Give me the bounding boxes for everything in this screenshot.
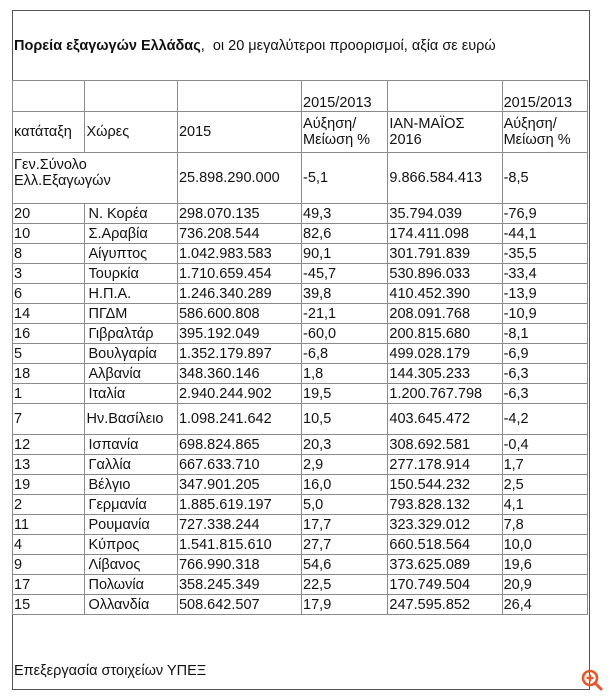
change-2015-cell: -21,1 (302, 304, 388, 324)
value-2016-cell: 410.452.390 (388, 284, 502, 304)
change-2015-cell: 27,7 (302, 535, 388, 555)
header-jan-may-2016: ΙΑΝ-ΜΑΪΟΣ 2016 (388, 112, 502, 153)
zoom-in-icon[interactable] (580, 668, 604, 692)
value-2015-cell: 1.885.619.197 (177, 495, 301, 515)
export-table-frame (12, 10, 590, 690)
change-2016-cell: 10,0 (502, 535, 587, 555)
total-2016: 9.866.584.413 (388, 153, 502, 204)
change-2016-cell: -33,4 (502, 264, 587, 284)
value-2015-cell: 508.642.507 (177, 595, 301, 615)
country-cell: Λίβανος (85, 555, 177, 575)
value-2015-cell: 727.338.244 (177, 515, 301, 535)
value-2016-cell: 660.518.564 (388, 535, 502, 555)
value-2016-cell: 247.595.852 (388, 595, 502, 615)
table-row (13, 535, 588, 555)
country-cell: Βουλγαρία (85, 344, 177, 364)
change-2016-cell: -44,1 (502, 224, 587, 244)
change-2015-cell: 17,7 (302, 515, 388, 535)
rank-cell: 20 (13, 204, 85, 224)
table-row (13, 555, 588, 575)
country-cell: Ιταλία (85, 384, 177, 404)
value-2015-cell: 698.824.865 (177, 435, 301, 455)
table-row (13, 244, 588, 264)
country-cell: Αίγυπτος (85, 244, 177, 264)
change-2015-cell: 39,8 (302, 284, 388, 304)
change-2015-cell: 5,0 (302, 495, 388, 515)
table-row (13, 495, 588, 515)
change-2015-cell: 16,0 (302, 475, 388, 495)
value-2016-cell: 323.329.012 (388, 515, 502, 535)
header-change-2015: Αύξηση/ Μείωση % (302, 112, 388, 153)
country-cell: Κύπρος (85, 535, 177, 555)
header-change-2016: Αύξηση/ Μείωση % (502, 112, 587, 153)
header-top-cell (13, 81, 85, 112)
value-2016-cell: 174.411.098 (388, 224, 502, 244)
rank-cell: 3 (13, 264, 85, 284)
value-2016-cell: 200.815.680 (388, 324, 502, 344)
total-change-2015: -5,1 (302, 153, 388, 204)
change-2016-cell: -6,3 (502, 364, 587, 384)
country-cell: Τουρκία (85, 264, 177, 284)
value-2016-cell: 35.794.039 (388, 204, 502, 224)
header-top-cell (85, 81, 177, 112)
value-2015-cell: 1.098.241.642 (177, 404, 301, 435)
change-2016-cell: -13,9 (502, 284, 587, 304)
table-row (13, 264, 588, 284)
total-change-2016: -8,5 (502, 153, 587, 204)
rank-cell: 4 (13, 535, 85, 555)
table-row (13, 404, 588, 435)
rank-cell: 14 (13, 304, 85, 324)
rank-cell: 9 (13, 555, 85, 575)
change-2016-cell: -0,4 (502, 435, 587, 455)
country-cell: Ολλανδία (85, 595, 177, 615)
header-top-cell: 2015/2013 (502, 81, 587, 112)
change-2015-cell: -45,7 (302, 264, 388, 284)
change-2015-cell: 22,5 (302, 575, 388, 595)
value-2016-cell: 499.028.179 (388, 344, 502, 364)
table-row (13, 224, 588, 244)
rank-cell: 10 (13, 224, 85, 244)
country-cell: Ην.Βασίλειο (85, 404, 177, 435)
rank-cell: 12 (13, 435, 85, 455)
change-2016-cell: 19,6 (502, 555, 587, 575)
rank-cell: 8 (13, 244, 85, 264)
change-2016-cell: -4,2 (502, 404, 587, 435)
change-2015-cell: 1,8 (302, 364, 388, 384)
header-2015: 2015 (177, 112, 301, 153)
country-cell: Βέλγιο (85, 475, 177, 495)
change-2016-cell: 7,8 (502, 515, 587, 535)
change-2015-cell: 20,3 (302, 435, 388, 455)
table-row (13, 304, 588, 324)
change-2015-cell: 49,3 (302, 204, 388, 224)
total-2015: 25.898.290.000 (177, 153, 301, 204)
header-top-cell: 2015/2013 (302, 81, 388, 112)
change-2016-cell: -76,9 (502, 204, 587, 224)
value-2015-cell: 667.633.710 (177, 455, 301, 475)
rank-cell: 7 (13, 404, 85, 435)
value-2016-cell: 308.692.581 (388, 435, 502, 455)
table-row (13, 364, 588, 384)
change-2016-cell: 1,7 (502, 455, 587, 475)
rank-cell: 6 (13, 284, 85, 304)
change-2016-cell: -35,5 (502, 244, 587, 264)
change-2015-cell: 90,1 (302, 244, 388, 264)
rank-cell: 19 (13, 475, 85, 495)
value-2015-cell: 736.208.544 (177, 224, 301, 244)
rank-cell: 15 (13, 595, 85, 615)
rank-cell: 11 (13, 515, 85, 535)
rank-cell: 18 (13, 364, 85, 384)
change-2016-cell: 20,9 (502, 575, 587, 595)
value-2015-cell: 358.245.349 (177, 575, 301, 595)
value-2016-cell: 144.305.233 (388, 364, 502, 384)
country-cell: Γαλλία (85, 455, 177, 475)
header-row-top (13, 81, 588, 112)
country-cell: Ισπανία (85, 435, 177, 455)
table-row (13, 204, 588, 224)
header-country: Χώρες (85, 112, 177, 153)
country-cell: Ρουμανία (85, 515, 177, 535)
table-row (13, 455, 588, 475)
value-2015-cell: 298.070.135 (177, 204, 301, 224)
value-2016-cell: 793.828.132 (388, 495, 502, 515)
table-row (13, 575, 588, 595)
table-row (13, 284, 588, 304)
table-row (13, 475, 588, 495)
change-2015-cell: 54,6 (302, 555, 388, 575)
table-title-bold: Πορεία εξαγωγών Ελλάδας (14, 38, 201, 54)
table-row (13, 324, 588, 344)
value-2015-cell: 347.901.205 (177, 475, 301, 495)
change-2016-cell: -10,9 (502, 304, 587, 324)
country-cell: Σ.Αραβία (85, 224, 177, 244)
value-2015-cell: 1.246.340.289 (177, 284, 301, 304)
value-2015-cell: 586.600.808 (177, 304, 301, 324)
value-2016-cell: 277.178.914 (388, 455, 502, 475)
rank-cell: 5 (13, 344, 85, 364)
country-cell: Αλβανία (85, 364, 177, 384)
rank-cell: 13 (13, 455, 85, 475)
rank-cell: 2 (13, 495, 85, 515)
change-2015-cell: 19,5 (302, 384, 388, 404)
value-2015-cell: 395.192.049 (177, 324, 301, 344)
change-2015-cell: 82,6 (302, 224, 388, 244)
change-2015-cell: 17,9 (302, 595, 388, 615)
change-2016-cell: -6,3 (502, 384, 587, 404)
rank-cell: 16 (13, 324, 85, 344)
change-2016-cell: 2,5 (502, 475, 587, 495)
value-2016-cell: 373.625.089 (388, 555, 502, 575)
value-2015-cell: 1.541.815.610 (177, 535, 301, 555)
change-2016-cell: 4,1 (502, 495, 587, 515)
table-row (13, 595, 588, 615)
country-cell: Γερμανία (85, 495, 177, 515)
header-top-cell (388, 81, 502, 112)
value-2016-cell: 150.544.232 (388, 475, 502, 495)
table-row (13, 435, 588, 455)
exports-table (12, 80, 588, 615)
table-row (13, 384, 588, 404)
table-title-rest: , οι 20 μεγαλύτεροι προορισμοί, αξία σε ευρώ (200, 38, 496, 54)
value-2016-cell: 403.645.472 (388, 404, 502, 435)
header-top-cell (177, 81, 301, 112)
source-note: Επεξεργασία στοιχείων ΥΠΕΞ (14, 663, 207, 679)
value-2015-cell: 348.360.146 (177, 364, 301, 384)
country-cell: ΠΓΔΜ (85, 304, 177, 324)
header-row-main (13, 112, 588, 153)
country-cell: Ν. Κορέα (85, 204, 177, 224)
table-row (13, 515, 588, 535)
rank-cell: 1 (13, 384, 85, 404)
rank-cell: 17 (13, 575, 85, 595)
value-2016-cell: 530.896.033 (388, 264, 502, 284)
change-2016-cell: -8,1 (502, 324, 587, 344)
value-2015-cell: 2.940.244.902 (177, 384, 301, 404)
value-2015-cell: 766.990.318 (177, 555, 301, 575)
country-cell: Πολωνία (85, 575, 177, 595)
change-2015-cell: 2,9 (302, 455, 388, 475)
value-2015-cell: 1.042.983.583 (177, 244, 301, 264)
value-2016-cell: 208.091.768 (388, 304, 502, 324)
country-cell: Η.Π.Α. (85, 284, 177, 304)
total-label: Γεν.Σύνολο Ελλ.Εξαγωγών (13, 153, 178, 204)
table-title (13, 11, 590, 81)
change-2016-cell: -6,9 (502, 344, 587, 364)
change-2016-cell: 26,4 (502, 595, 587, 615)
value-2015-cell: 1.710.659.454 (177, 264, 301, 284)
value-2015-cell: 1.352.179.897 (177, 344, 301, 364)
value-2016-cell: 1.200.767.798 (388, 384, 502, 404)
total-row (13, 153, 588, 204)
country-cell: Γιβραλτάρ (85, 324, 177, 344)
change-2015-cell: -6,8 (302, 344, 388, 364)
table-row (13, 344, 588, 364)
change-2015-cell: -60,0 (302, 324, 388, 344)
header-rank: κατάταξη (13, 112, 85, 153)
change-2015-cell: 10,5 (302, 404, 388, 435)
value-2016-cell: 301.791.839 (388, 244, 502, 264)
value-2016-cell: 170.749.504 (388, 575, 502, 595)
